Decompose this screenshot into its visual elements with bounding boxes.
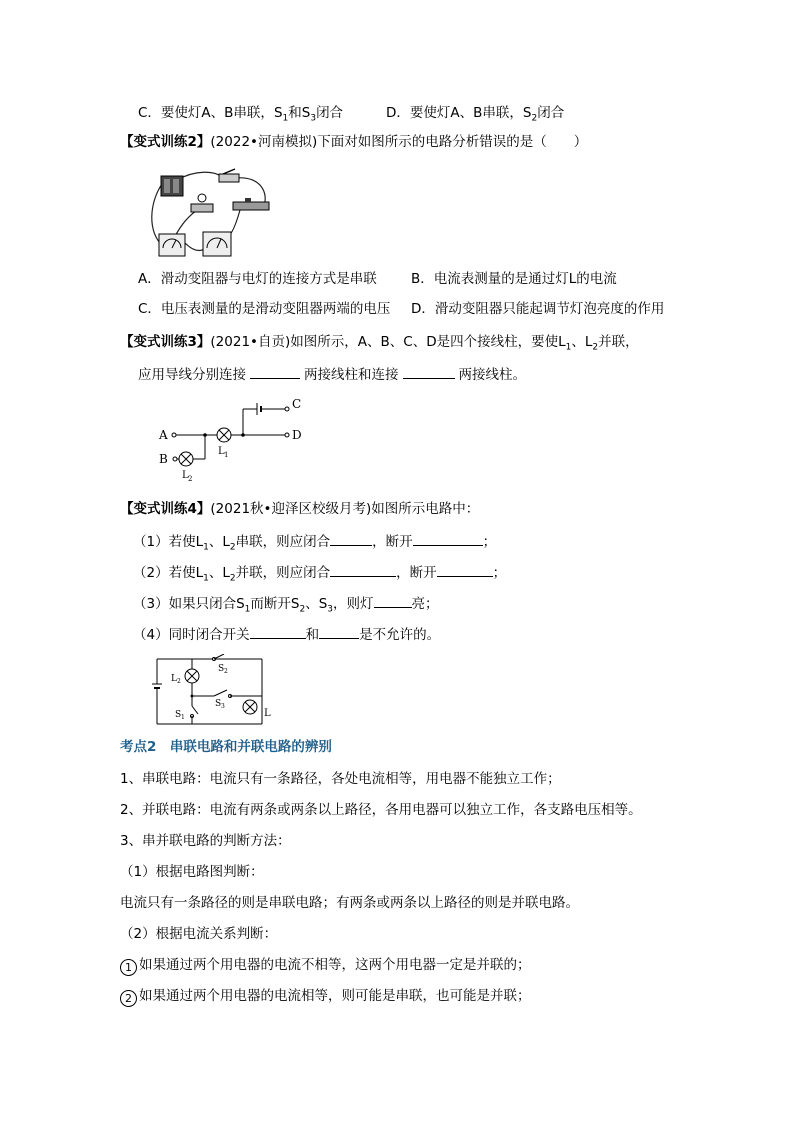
section2-sub-1: （1）根据电路图判断： <box>120 864 264 880</box>
q3-question: 【变式训练3】(2021•自贡)如图所示，A、B、C、D是四个接线柱，要使$L_1$、$L_2$并联， <box>120 334 639 353</box>
section2-title: 考点2 串联电路和并联电路的辨别 <box>120 739 332 755</box>
q1-option-d: D．要使灯A、B串联，$S_2$闭合 <box>386 105 565 124</box>
q2-option-d: D．滑动变阻器只能起调节灯泡亮度的作用 <box>411 301 665 317</box>
q4-1-close-blank[interactable] <box>330 532 372 546</box>
q4-2-close-blank[interactable] <box>330 563 396 577</box>
q4-switch-s3-label: S <box>215 699 222 709</box>
q4-switch-s1-label: S <box>175 710 182 720</box>
section2-rule-2: 2 如果通过两个用电器的电流相等，则可能是串联，也可能是并联； <box>120 987 531 1007</box>
q1-option-c: C．要使灯A、B串联，$S_1$和$S_3$闭合 <box>138 105 344 124</box>
q2-question: 【变式训练2】(2022•河南模拟)下面对如图所示的电路分析错误的是（ ） <box>120 134 588 150</box>
lamp-l2-sub: 2 <box>188 475 193 483</box>
q2-option-c: C．电压表测量的是滑动变阻器两端的电压 <box>138 301 391 317</box>
lamp-l2-label: L <box>182 470 189 481</box>
q4-part-4: （4）同时闭合开关 和 是不允许的。 <box>133 627 441 643</box>
section2-sub-2: （2）根据电流关系判断： <box>120 926 278 942</box>
q4-1-open-blank[interactable] <box>413 532 483 546</box>
terminal-a-label: A <box>159 428 168 442</box>
q4-circuit-diagram <box>152 654 282 728</box>
q4-part-1: （1）若使$L_1$、$L_2$串联，则应闭合 ，断开 ； <box>133 534 497 553</box>
q4-part-2: （2）若使$L_1$、$L_2$并联，则应闭合 ，断开 ； <box>133 565 507 584</box>
q4-question: 【变式训练4】(2021秋•迎泽区校级月考)如图所示电路中： <box>120 501 480 517</box>
q4-switch-s2-label: S <box>218 664 225 674</box>
section2-item-1: 1、串联电路：电流只有一条路径，各处电流相等，用电器不能独立工作； <box>120 771 561 787</box>
q4-switch-s1-sub: 1 <box>181 714 185 721</box>
q4-2-open-blank[interactable] <box>437 563 493 577</box>
q4-4-switch-blank-2[interactable] <box>319 625 359 639</box>
q4-lamp-l2-label: L <box>171 674 177 684</box>
terminal-d-label: D <box>292 428 302 442</box>
q3-fill-line: 应用导线分别连接 两接线柱和连接 两接线柱。 <box>138 367 526 383</box>
lamp-l1-label: L <box>218 446 225 457</box>
terminal-c-label: C <box>292 397 302 411</box>
q2-circuit-photo <box>145 168 275 263</box>
terminal-b-label: B <box>159 452 168 466</box>
q4-3-lamp-blank[interactable] <box>374 594 412 608</box>
section2-sub-1-text: 电流只有一条路径的则是串联电路；有两条或两条以上路径的则是并联电路。 <box>120 895 579 911</box>
section2-rule-1: 1 如果通过两个用电器的电流不相等，这两个用电器一定是并联的； <box>120 956 531 976</box>
circled-number-2: 2 <box>120 990 137 1007</box>
circled-number-1: 1 <box>120 959 137 976</box>
q2-option-a: A．滑动变阻器与电灯的连接方式是串联 <box>138 271 377 287</box>
q4-4-switch-blank-1[interactable] <box>250 625 306 639</box>
lamp-l1-sub: 1 <box>224 451 229 459</box>
q3-circuit-diagram <box>155 397 305 487</box>
q3-blank-2[interactable] <box>403 365 455 379</box>
q4-switch-s2-sub: 2 <box>224 668 228 675</box>
section2-item-3: 3、串并联电路的判断方法： <box>120 833 291 849</box>
q3-blank-1[interactable] <box>250 365 300 379</box>
q4-lamp-l2-sub: 2 <box>177 678 181 685</box>
q2-option-b: B．电流表测量的是通过灯L的电流 <box>411 271 617 287</box>
q4-switch-s3-sub: 3 <box>221 703 225 710</box>
q4-lamp-l-label: L <box>264 708 271 719</box>
q4-part-3: （3）如果只闭合$S_1$而断开$S_2$、$S_3$，则灯 亮； <box>133 596 439 615</box>
section2-item-2: 2、并联电路：电流有两条或两条以上路径，各用电器可以独立工作，各支路电压相等。 <box>120 802 642 818</box>
